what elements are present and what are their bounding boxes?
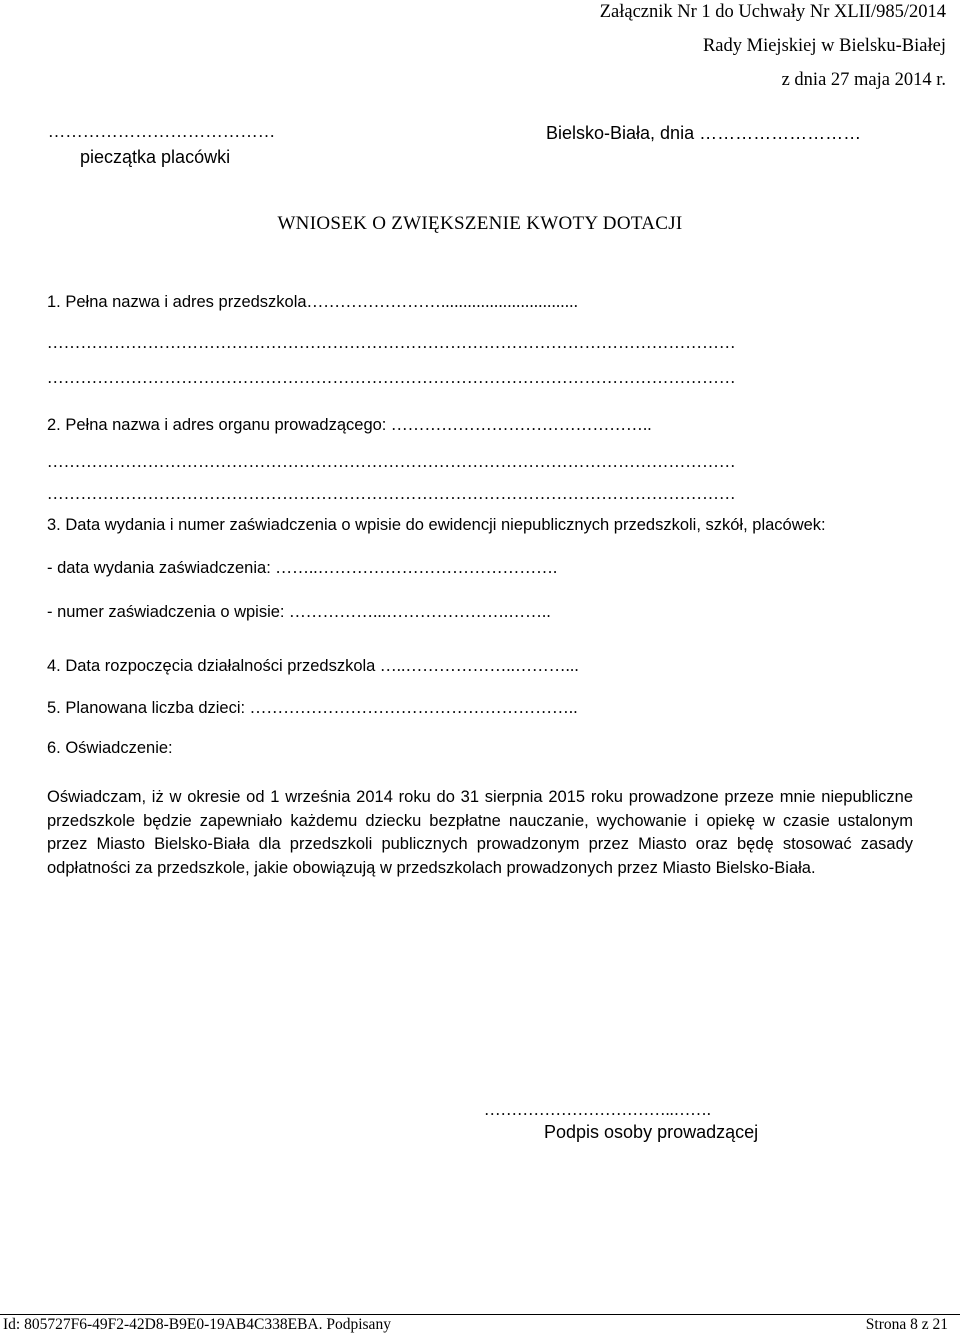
field-3-date-label: - data wydania zaświadczenia: xyxy=(47,559,271,577)
field-1-label: 1. Pełna nazwa i adres przedszkola xyxy=(47,293,307,311)
declaration-text: Oświadczam, iż w okresie od 1 września 2014 roku do 31 sierpnia 2015 roku prowadzone przeze mnie niepubliczne przedszkole będzie zapewniało każdemu dziecku bezpłatne nauczanie, wychowanie i opiekę w czasie ustalonym przez Miasto Bielsko-Biała dla przedszkoli publicznych prowadzonym przez Miasto oraz będę stosować zasady odpłatności za przedszkole, jakie obowiązują w przedszkolach prowadzonych przez Miasto Bielsko-Biała. xyxy=(47,788,913,877)
field-5-dots: ………………………………………………….. xyxy=(249,698,578,717)
field-2-dots: ……………………………………….. xyxy=(390,415,652,434)
document-title: WNIOSEK O ZWIĘKSZENIE KWOTY DOTACJI xyxy=(277,213,683,234)
field-5-line xyxy=(47,698,578,718)
field-3-date-dots: ……..……………………………………. xyxy=(275,558,558,577)
field-3-number-dots: ……………...………………….…….. xyxy=(289,602,551,621)
field-6-label: 6. Oświadczenie: xyxy=(47,739,173,757)
field-2-continuation-2: …………………………………………………………………………………………………………… xyxy=(47,484,736,503)
stamp-dotted-line: ………………………………… xyxy=(48,122,276,141)
field-1-dots: ……………………............................... xyxy=(306,292,579,311)
field-3-number-label: - numer zaświadczenia o wpisie: xyxy=(47,603,285,621)
field-2-label: 2. Pełna nazwa i adres organu prowadzącego: xyxy=(47,416,387,434)
field-4-label: 4. Data rozpoczęcia działalności przedszkola xyxy=(47,657,376,675)
field-3-number-line xyxy=(47,602,551,622)
header-line-1: Załącznik Nr 1 do Uchwały Nr XLII/985/2014 xyxy=(599,2,946,22)
field-3-label: 3. Data wydania i numer zaświadczenia o wpisie do ewidencji niepublicznych przedszkoli, szkół, placówek: xyxy=(47,516,826,534)
field-1-line xyxy=(47,292,578,312)
stamp-label: pieczątka placówki xyxy=(80,147,231,167)
footer-page-number: Strona 8 z 21 xyxy=(865,1316,948,1333)
field-3-date-line xyxy=(47,558,557,578)
signature-label: Podpis osoby prowadzącej xyxy=(544,1122,759,1142)
field-1-continuation-2: …………………………………………………………………………………………………………… xyxy=(47,368,736,387)
field-5-label: 5. Planowana liczba dzieci: xyxy=(47,699,246,717)
header-line-2: Rady Miejskiej w Bielsku-Białej xyxy=(702,36,946,56)
field-2-line xyxy=(47,415,652,435)
signature-dotted-line: ……………………………..……. xyxy=(484,1100,711,1119)
field-4-dots: …..………………..………... xyxy=(379,656,579,675)
field-4-line xyxy=(47,656,579,676)
field-2-continuation-1: …………………………………………………………………………………………………………… xyxy=(47,452,736,471)
field-1-continuation-1: …………………………………………………………………………………………………………… xyxy=(47,333,736,352)
footer-divider xyxy=(0,1314,960,1315)
footer-document-id: Id: 805727F6-49F2-42D8-B9E0-19AB4C338EBA. Podpisany xyxy=(3,1316,391,1333)
city-date: Bielsko-Biała, dnia ……………………… xyxy=(546,123,862,143)
header-line-3: z dnia 27 maja 2014 r. xyxy=(781,70,946,90)
